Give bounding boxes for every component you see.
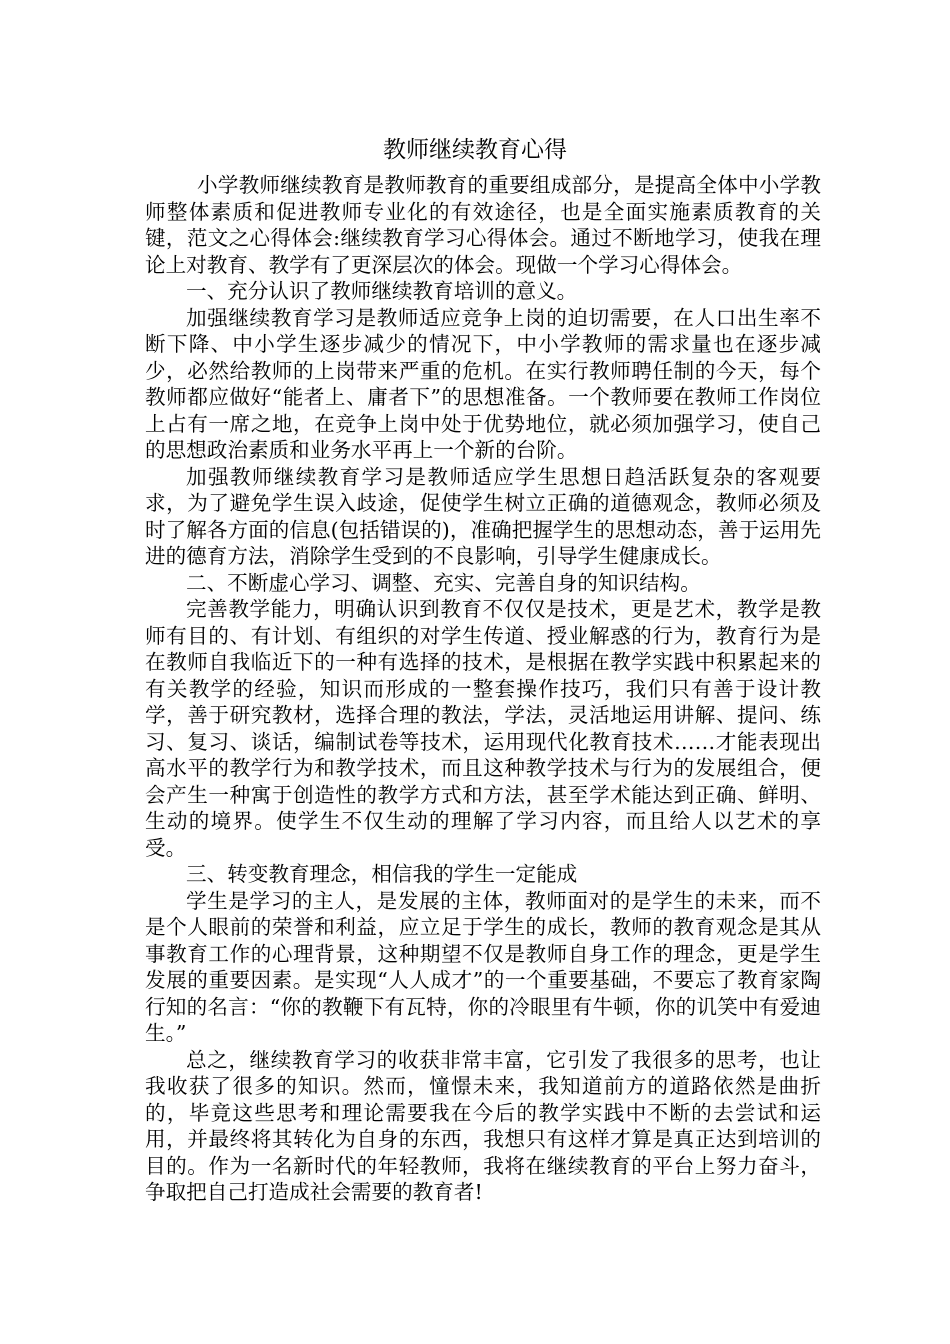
- body-paragraph: 加强教师继续教育学习是教师适应学生思想日趋活跃复杂的客观要求，为了避免学生误入歧途，促使学生树立正确的道德观念，教师必须及时了解各方面的信息(包括错误的)，准确把握学生的思想动态，善于运用先进的德育方法，消除学生受到的不良影响，引导学生健康成长。: [145, 464, 821, 568]
- document-body: [145, 172, 821, 1206]
- conclusion-paragraph: 总之，继续教育学习的收获非常丰富，它引发了我很多的思考，也让我收获了很多的知识。然而，憧憬未来，我知道前方的道路依然是曲折的，毕竟这些思考和理论需要我在今后的教学实践中不断的去尝试和运用，并最终将其转化为自身的东西，我想只有这样才算是真正达到培训的目的。作为一名新时代的年轻教师，我将在继续教育的平台上努力奋斗，争取把自己打造成社会需要的教育者!: [145, 1047, 821, 1204]
- document-title: 教师继续教育心得: [383, 137, 567, 163]
- section-heading-2: 二、不断虚心学习、调整、充实、完善自身的知识结构。: [186, 570, 701, 595]
- body-paragraph: 完善教学能力，明确认识到教育不仅仅是技术，更是艺术，教学是教师有目的、有计划、有组织的对学生传道、授业解惑的行为，教育行为是在教师自我临近下的一种有选择的技术，是根据在教学实践中积累起来的有关教学的经验，知识而形成的一整套操作技巧，我们只有善于设计教学，善于研究教材，选择合理的教法，学法，灵活地运用讲解、提问、练习、复习、谈话，编制试卷等技术，运用现代化教育技术……才能表现出高水平的教学行为和教学技术，而且这种教学技术与行为的发展组合，便会产生一种寓于创造性的教学方式和方法，甚至学术能达到正确、鲜明、生动的境界。使学生不仅生动的理解了学习内容，而且给人以艺术的享受。: [145, 597, 821, 860]
- section-heading-3: 三、转变教育理念，相信我的学生一定能成: [186, 862, 578, 886]
- body-paragraph: 学生是学习的主人，是发展的主体，教师面对的是学生的未来，而不是个人眼前的荣誉和利益，应立足于学生的成长，教师的教育观念是其从事教育工作的心理背景，这种期望不仅是教师自身工作的理念，更是学生发展的重要因素。是实现“人人成才”的一个重要基础，不要忘了教育家陶行知的名言：“你的教鞭下有瓦特，你的冷眼里有牛顿，你的讥笑中有爱迪生。”: [145, 888, 821, 1045]
- body-paragraph: 加强继续教育学习是教师适应竞争上岗的迫切需要，在人口出生率不断下降、中小学生逐步减少的情况下，中小学教师的需求量也在逐步减少，必然给教师的上岗带来严重的危机。在实行教师聘任制的今天，每个教师都应做好“能者上、庸者下”的思想准备。一个教师要在教师工作岗位上占有一席之地，在竞争上岗中处于优势地位，就必须加强学习，使自己的思想政治素质和业务水平再上一个新的台阶。: [145, 305, 821, 462]
- section-heading-1: 一、充分认识了教师继续教育培训的意义。: [186, 279, 578, 303]
- intro-paragraph: 小学教师继续教育是教师教育的重要组成部分，是提高全体中小学教师整体素质和促进教师专业化的有效途径，也是全面实施素质教育的关键，范文之心得体会:继续教育学习心得体会。通过不断地学习，使我在理论上对教育、教学有了更深层次的体会。现做一个学习心得体会。: [145, 173, 821, 277]
